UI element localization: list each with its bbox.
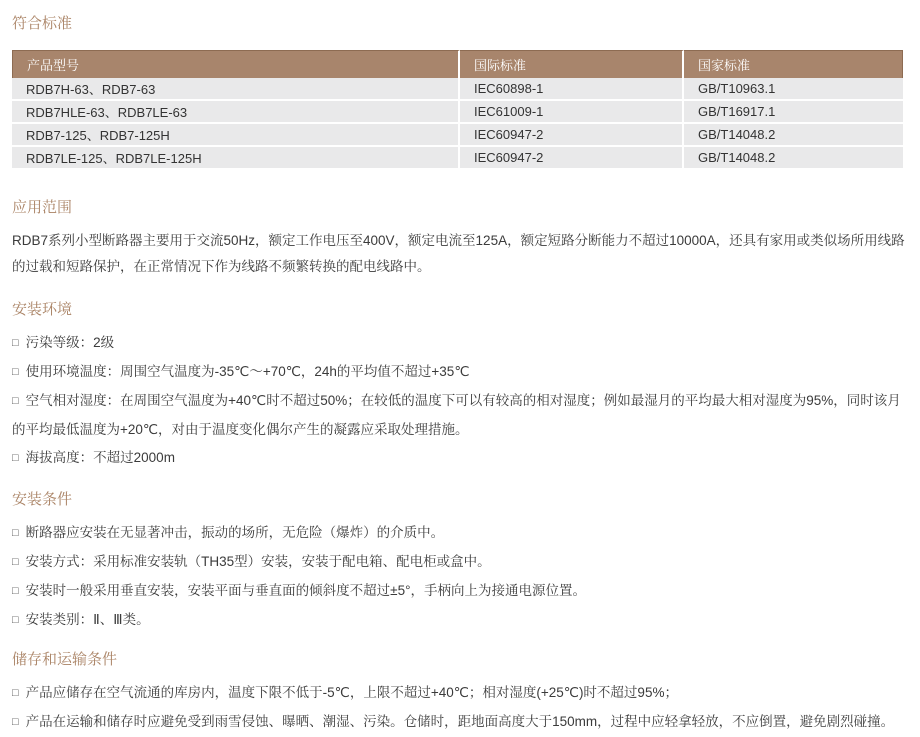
list-item-text: 使用环境温度：周围空气温度为-35℃～+70℃，24h的平均值不超过+35℃ [25, 364, 470, 379]
cell-product-model: RDB7LE-125、RDB7LE-125H [12, 147, 460, 170]
list-item-text: 安装方式：采用标准安装轨（TH35型）安装，安装于配电箱、配电柜或盒中。 [25, 554, 491, 569]
list-item-text: 安装类别：Ⅱ、Ⅲ类。 [25, 612, 150, 627]
list-item-text: 空气相对湿度：在周围空气温度为+40℃时不超过50%；在较低的温度下可以有较高的相对湿度；例如最湿月的平均最大相对湿度为95%，同时该月的平均最低温度为+20℃，对由于温度变化偶尔产生的凝露应采取处理措施。 [12, 393, 901, 437]
col-header-international-standard: 国际标准 [460, 50, 684, 78]
list-item [12, 708, 908, 737]
list-item [12, 519, 908, 548]
square-bullet-icon: □ [12, 585, 19, 597]
section-title-standards: 符合标准 [12, 15, 73, 32]
table-row [12, 147, 903, 170]
cell-product-model: RDB7H-63、RDB7-63 [12, 78, 460, 101]
cell-international-standard: IEC61009-1 [460, 101, 684, 124]
square-bullet-icon: □ [12, 452, 19, 464]
standards-table [12, 50, 903, 170]
list-item-text: 断路器应安装在无显著冲击，振动的场所，无危险（爆炸）的介质中。 [25, 525, 445, 540]
cell-international-standard: IEC60898-1 [460, 78, 684, 101]
square-bullet-icon: □ [12, 687, 19, 699]
square-bullet-icon: □ [12, 337, 19, 349]
list-item-text: 污染等级：2级 [25, 335, 115, 350]
installation-conditions-list [12, 519, 908, 635]
square-bullet-icon: □ [12, 366, 19, 378]
col-header-national-standard: 国家标准 [684, 50, 903, 78]
square-bullet-icon: □ [12, 614, 19, 626]
square-bullet-icon: □ [12, 527, 19, 539]
cell-national-standard: GB/T14048.2 [684, 147, 903, 170]
list-item [12, 387, 908, 444]
list-item-text: 海拔高度：不超过2000m [25, 450, 175, 465]
table-header-row [12, 50, 903, 78]
cell-national-standard: GB/T14048.2 [684, 124, 903, 147]
list-item [12, 577, 908, 606]
application-range-paragraph: RDB7系列小型断路器主要用于交流50Hz，额定工作电压至400V，额定电流至125A，额定短路分断能力不超过10000A，还具有家用或类似场所用线路的过载和短路保护，在正常情况下作为线路不频繁转换的配电线路中。 [12, 233, 905, 274]
list-item-text: 产品应储存在空气流通的库房内，温度下限不低于-5℃，上限不超过+40℃；相对湿度(+25℃)时不超过95%； [25, 685, 678, 700]
table-row [12, 78, 903, 101]
list-item [12, 679, 908, 708]
list-item [12, 444, 908, 473]
list-item [12, 606, 908, 635]
installation-environment-list [12, 329, 908, 473]
list-item-text: 安装时一般采用垂直安装，安装平面与垂直面的倾斜度不超过±5°，手柄向上为接通电源位置。 [25, 583, 586, 598]
col-header-product-model: 产品型号 [12, 50, 460, 78]
table-row [12, 101, 903, 124]
cell-national-standard: GB/T10963.1 [684, 78, 903, 101]
list-item-text: 产品在运输和储存时应避免受到雨雪侵蚀、曝晒、潮湿、污染。仓储时，距地面高度大于150mm，过程中应轻拿轻放，不应倒置，避免剧烈碰撞。 [25, 714, 895, 729]
table-row [12, 124, 903, 147]
section-title-storage-transport-conditions: 储存和运输条件 [12, 651, 118, 668]
cell-national-standard: GB/T16917.1 [684, 101, 903, 124]
cell-product-model: RDB7-125、RDB7-125H [12, 124, 460, 147]
cell-international-standard: IEC60947-2 [460, 124, 684, 147]
list-item [12, 358, 908, 387]
cell-international-standard: IEC60947-2 [460, 147, 684, 170]
list-item [12, 329, 908, 358]
section-title-installation-conditions: 安装条件 [12, 491, 73, 508]
cell-product-model: RDB7HLE-63、RDB7LE-63 [12, 101, 460, 124]
section-title-installation-environment: 安装环境 [12, 301, 73, 318]
storage-transport-conditions-list [12, 679, 908, 737]
square-bullet-icon: □ [12, 395, 19, 407]
list-item [12, 548, 908, 577]
section-title-application-range: 应用范围 [12, 199, 73, 216]
square-bullet-icon: □ [12, 556, 19, 568]
square-bullet-icon: □ [12, 716, 19, 728]
